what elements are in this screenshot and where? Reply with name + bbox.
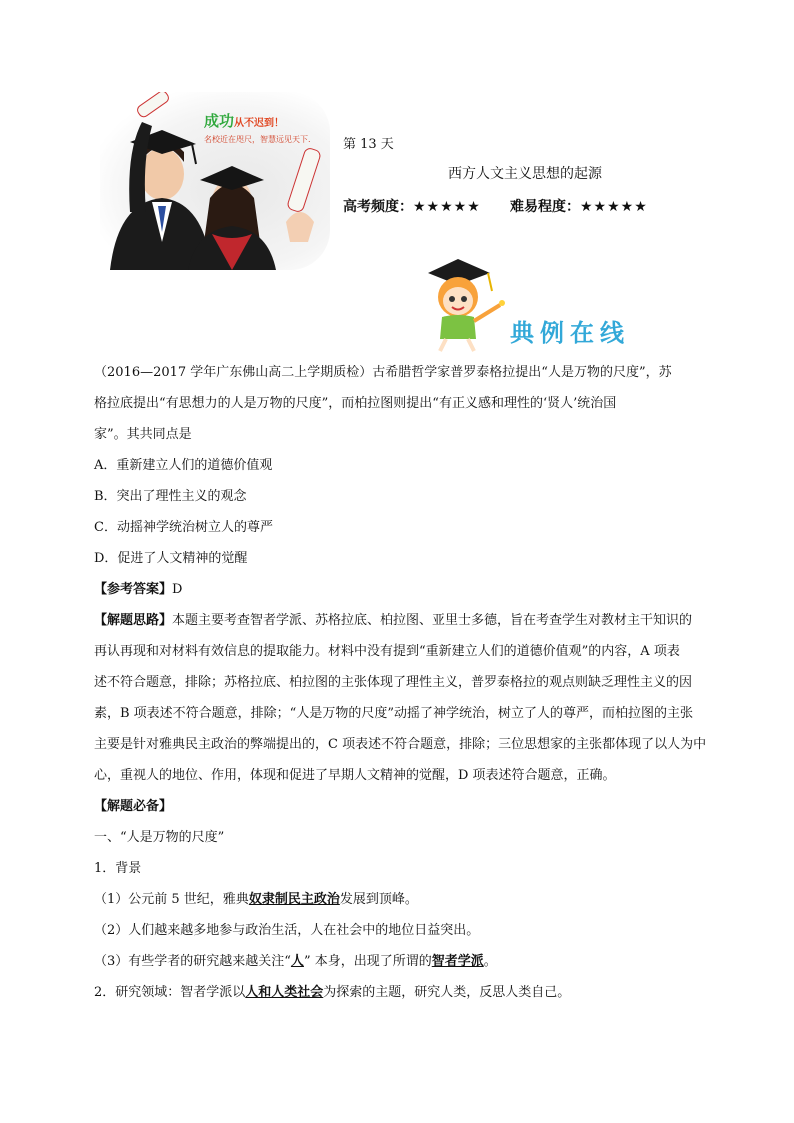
bullet-3 [94, 946, 709, 977]
section-header [418, 255, 638, 355]
bullet-text: 发展到顶峰。 [339, 892, 418, 907]
answer-value: D [172, 582, 183, 597]
essentials-label [94, 791, 709, 822]
question-line: （2016—2017 学年广东佛山高二上学期质检）古希腊哲学家普罗泰格拉提出“人是万物的尺度”，苏 [94, 365, 672, 380]
analysis-line [94, 605, 709, 636]
bullet-text: （1）公元前 5 世纪，雅典 [94, 892, 249, 907]
question-line: 家”。其共同点是 [94, 427, 192, 442]
answer-line [94, 574, 709, 605]
bullet-text: ” 本身，出现了所谓的 [303, 954, 432, 969]
option-d: D．促进了人文精神的觉醒 [94, 551, 248, 566]
frequency-rating [343, 196, 481, 216]
analysis-line: 再认再现和对材料有效信息的提取能力。材料中没有提到“重新建立人们的道德价值观”的内容，A 项表 [94, 644, 680, 659]
analysis-line: 述不符合题意，排除；苏格拉底、柏拉图的主张体现了理性主义，普罗泰格拉的观点则缺乏理性主义的因 [94, 675, 693, 690]
slogan [204, 110, 284, 131]
day-label: 第 13 天 [343, 137, 394, 152]
question-line: 格拉底提出“有思想力的人是万物的尺度”，而柏拉图则提出“有正义感和理性的‘贤人’统治国 [94, 396, 617, 411]
difficulty-stars: ★★★★★ [580, 199, 648, 215]
slogan-line2: 名校近在咫尺，智慧远见天下. [204, 135, 311, 144]
essentials-sub-2 [94, 977, 709, 1008]
essentials-heading: 一、“人是万物的尺度” [94, 830, 225, 845]
option-a: A．重新建立人们的道德价值观 [94, 458, 273, 473]
bullet-text: 为探索的主题，研究人类，反思人类自己。 [323, 985, 571, 1000]
difficulty-rating [510, 196, 648, 216]
section-title: 典例在线 [510, 318, 630, 347]
option-b: B．突出了理性主义的观念 [94, 489, 247, 504]
page-title: 西方人文主义思想的起源 [448, 166, 602, 182]
key-term: 奴隶制民主政治 [248, 892, 340, 907]
frequency-stars: ★★★★★ [413, 199, 481, 215]
analysis-line: 素，B 项表述不符合题意，排除；“人是万物的尺度”动摇了神学统治，树立了人的尊严，而柏拉图的主张 [94, 706, 693, 721]
option-c: C．动摇神学统治树立人的尊严 [94, 520, 273, 535]
bullet-2: （2）人们越来越多地参与政治生活，人在社会中的地位日益突出。 [94, 923, 480, 938]
slogan-big: 成功 [204, 112, 235, 130]
bullet-text: 。 [483, 954, 497, 969]
frequency-label: 高考频度： [343, 199, 413, 215]
analysis-line: 心，重视人的地位、作用，体现和促进了早期人文精神的觉醒，D 项表述符合题意，正确。 [94, 768, 616, 783]
bullet-1 [94, 884, 709, 915]
analysis-text: 本题主要考查智者学派、苏格拉底、柏拉图、亚里士多德，旨在考查学生对教材主干知识的 [172, 613, 693, 628]
essentials-label-text: 【解题必备】 [94, 799, 173, 814]
slogan-small: 从不迟到！ [234, 118, 285, 129]
key-term: 人和人类社会 [245, 985, 324, 1000]
header-banner [100, 92, 330, 270]
key-term: 人 [290, 954, 304, 969]
bullet-text: 2．研究领域：智者学派以 [94, 985, 246, 1000]
mascot-icon [418, 255, 508, 355]
question [94, 357, 709, 1008]
essentials-sub: 1．背景 [94, 861, 142, 876]
bullet-text: （3）有些学者的研究越来越关注“ [94, 954, 291, 969]
answer-label: 【参考答案】 [94, 582, 173, 597]
analysis-label: 【解题思路】 [94, 613, 173, 628]
key-term: 智者学派 [431, 954, 484, 969]
difficulty-label: 难易程度： [510, 199, 580, 215]
analysis-line: 主要是针对雅典民主政治的弊端提出的，C 项表述不符合题意，排除；三位思想家的主张都体现了以人为中 [94, 737, 707, 752]
